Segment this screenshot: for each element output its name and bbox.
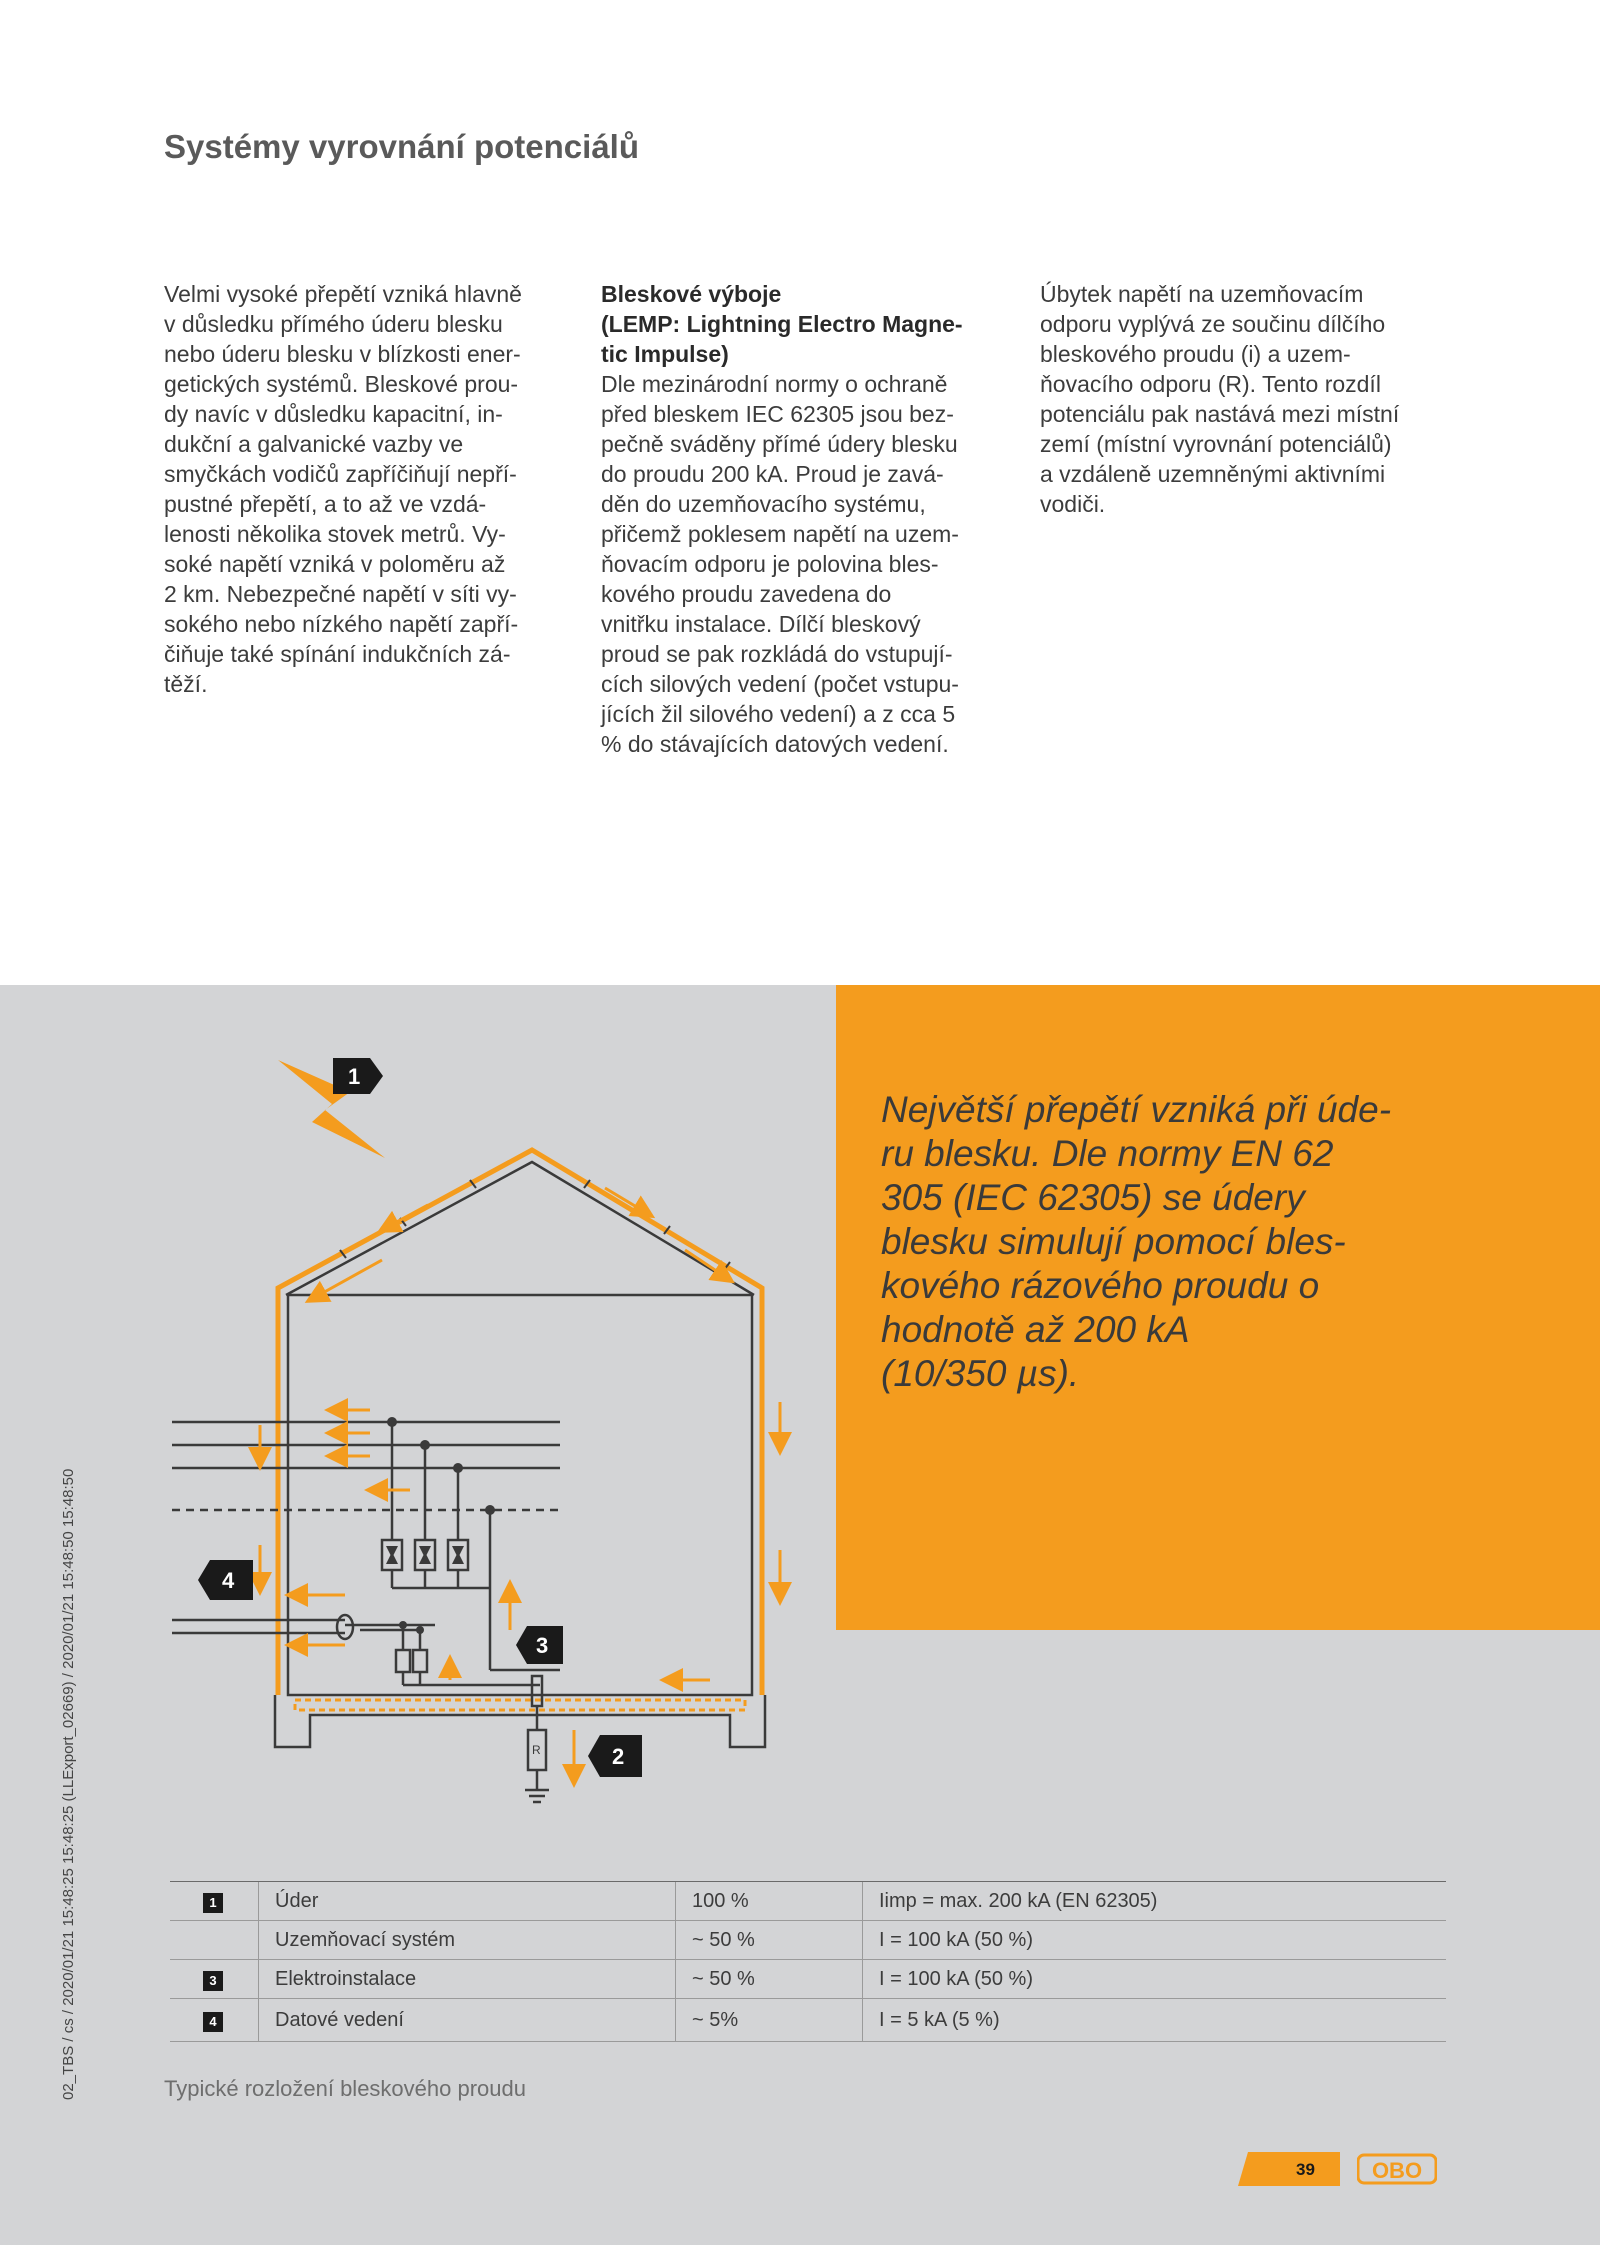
- row-label: Uzemňovací systém: [259, 1921, 676, 1960]
- foundation: [275, 1695, 765, 1747]
- marker-1: [333, 1058, 383, 1094]
- table-row: [170, 1999, 1446, 2042]
- col1-line: čiňuje také spínání indukčních zá-: [164, 641, 511, 667]
- row-number-badge: 3: [203, 1971, 223, 1991]
- section-heading: tic Impulse): [601, 341, 729, 367]
- row-value: I = 100 kA (50 %): [863, 1921, 1447, 1960]
- col1-line: 2 km. Nebezpečné napětí v síti vy-: [164, 581, 517, 607]
- section-heading: Bleskové výboje: [601, 281, 782, 307]
- col2-line: % do stávajících datových vedení.: [601, 731, 949, 757]
- col1-line: getických systémů. Bleskové prou-: [164, 371, 519, 397]
- col1-line: sokého nebo nízkého napětí zapří-: [164, 611, 519, 637]
- col3-line: vodiči.: [1040, 491, 1106, 517]
- text-column-1: [164, 279, 570, 699]
- page-number: 39: [1296, 2160, 1315, 2179]
- page-title: Systémy vyrovnání potenciálů: [164, 128, 640, 165]
- table-row: [170, 1921, 1446, 1960]
- quote-line: blesku simulují pomocí bles-: [881, 1221, 1346, 1262]
- row-number-badge: 1: [203, 1893, 223, 1913]
- row-number-badge: 4: [203, 2012, 223, 2032]
- quote-line: ru blesku. Dle normy EN 62: [881, 1133, 1334, 1174]
- col1-line: soké napětí vzniká v poloměru až: [164, 551, 506, 577]
- table-row: [170, 1960, 1446, 1999]
- col1-line: pustné přepětí, a to až ve vzdá-: [164, 491, 487, 517]
- col3-line: a vzdáleně uzemněnými aktivními: [1040, 461, 1386, 487]
- col1-line: Velmi vysoké přepětí vzniká hlavně: [164, 281, 522, 307]
- col2-line: děn do uzemňovacího systému,: [601, 491, 926, 517]
- current-arrows: [260, 1188, 780, 1782]
- marker-label: 4: [222, 1568, 235, 1593]
- row-value: I = 5 kA (5 %): [863, 1999, 1447, 2042]
- svg-text:OBO: OBO: [1371, 2158, 1423, 2183]
- row-label: Elektroinstalace: [259, 1960, 676, 1999]
- row-percent: ~ 50 %: [676, 1921, 863, 1960]
- col2-line: ňovacím odporu je polovina bles-: [601, 551, 939, 577]
- col3-line: potenciálu pak nastává mezi místní: [1040, 401, 1400, 427]
- junction-dots: [387, 1417, 495, 1515]
- col2-line: přičemž poklesem napětí na uzem-: [601, 521, 959, 547]
- row-label: Úder: [259, 1882, 676, 1921]
- col2-line: cích silových vedení (počet vstupu-: [601, 671, 959, 697]
- equipotential-bar: [490, 1670, 560, 1790]
- row-percent: ~ 50 %: [676, 1960, 863, 1999]
- row-percent: 100 %: [676, 1882, 863, 1921]
- marker-label: 3: [536, 1633, 549, 1658]
- marker-4: [198, 1560, 253, 1600]
- current-distribution-table: [170, 1881, 1446, 2042]
- col1-line: těží.: [164, 671, 208, 697]
- col3-line: odporu vyplývá ze součinu dílčího: [1040, 311, 1386, 337]
- col2-line: pečně sváděny přímé údery blesku: [601, 431, 958, 457]
- section-heading: (LEMP: Lightning Electro Magne-: [601, 311, 963, 337]
- side-imprint: 02_TBS / cs / 2020/01/21 15:48:25 15:48:25 (LLExport_02669) / 2020/01/21 15:48:50 15:48:50: [60, 1468, 77, 2100]
- table-row: [170, 1882, 1446, 1921]
- spd-arrows: [386, 1546, 464, 1564]
- col2-line: vnitřku instalace. Dílčí bleskový: [601, 611, 921, 637]
- col1-line: dy navíc v důsledku kapacitní, in-: [164, 401, 503, 427]
- marker-3: [516, 1626, 563, 1664]
- col3-line: zemí (místní vyrovnání potenciálů): [1040, 431, 1392, 457]
- figure-caption: Typické rozložení bleskového proudu: [164, 2076, 526, 2101]
- col1-line: dukční a galvanické vazby ve: [164, 431, 464, 457]
- col2-line: proud se pak rozkládá do vstupují-: [601, 641, 953, 667]
- col2-line: kového proudu zavedena do: [601, 581, 892, 607]
- ground-icon: [525, 1790, 549, 1802]
- quote-line: Největší přepětí vzniká při úde-: [881, 1089, 1392, 1130]
- marker-2: [588, 1735, 642, 1777]
- col3-line: ňovacího odporu (R). Tento rozdíl: [1040, 371, 1381, 397]
- obo-logo: [1357, 2152, 1437, 2186]
- col3-line: Úbytek napětí na uzemňovacím: [1040, 281, 1364, 307]
- col2-line: před bleskem IEC 62305 jsou bez-: [601, 401, 954, 427]
- lightning-distribution-diagram: [160, 1040, 860, 1820]
- building-walls: [288, 1295, 752, 1695]
- col2-line: do proudu 200 kA. Proud je zavá-: [601, 461, 944, 487]
- col1-line: v důsledku přímého úderu blesku: [164, 311, 503, 337]
- marker-label: 1: [348, 1064, 361, 1089]
- power-lines: [172, 1422, 560, 1510]
- resistor-label: R: [532, 1743, 541, 1757]
- earth-electrode: [295, 1700, 745, 1710]
- text-column-2: [601, 279, 1007, 759]
- col2-line: jících žil silového vedení) a z cca 5: [601, 701, 956, 727]
- callout-quote: [881, 1088, 1417, 1396]
- quote-line: kového rázového proudu o: [881, 1265, 1320, 1306]
- page-number-tab: [1238, 2152, 1340, 2186]
- surge-protective-devices: [382, 1422, 490, 1670]
- quote-line: (10/350 µs).: [881, 1353, 1080, 1394]
- row-percent: ~ 5%: [676, 1999, 863, 2042]
- quote-line: 305 (IEC 62305) se údery: [881, 1177, 1305, 1218]
- row-value: Iimp = max. 200 kA (EN 62305): [863, 1882, 1447, 1921]
- col1-line: lenosti několika stovek metrů. Vy-: [164, 521, 506, 547]
- data-cable: [172, 1615, 540, 1685]
- quote-line: hodnotě až 200 kA: [881, 1309, 1190, 1350]
- marker-label: 2: [612, 1744, 625, 1769]
- row-label: Datové vedení: [259, 1999, 676, 2042]
- col3-line: bleskového proudu (i) a uzem-: [1040, 341, 1351, 367]
- col1-line: nebo úderu blesku v blízkosti ener-: [164, 341, 521, 367]
- text-column-3: [1040, 279, 1446, 519]
- col2-line: Dle mezinárodní normy o ochraně: [601, 371, 948, 397]
- row-value: I = 100 kA (50 %): [863, 1960, 1447, 1999]
- col1-line: smyčkách vodičů zapříčiňují nepří-: [164, 461, 517, 487]
